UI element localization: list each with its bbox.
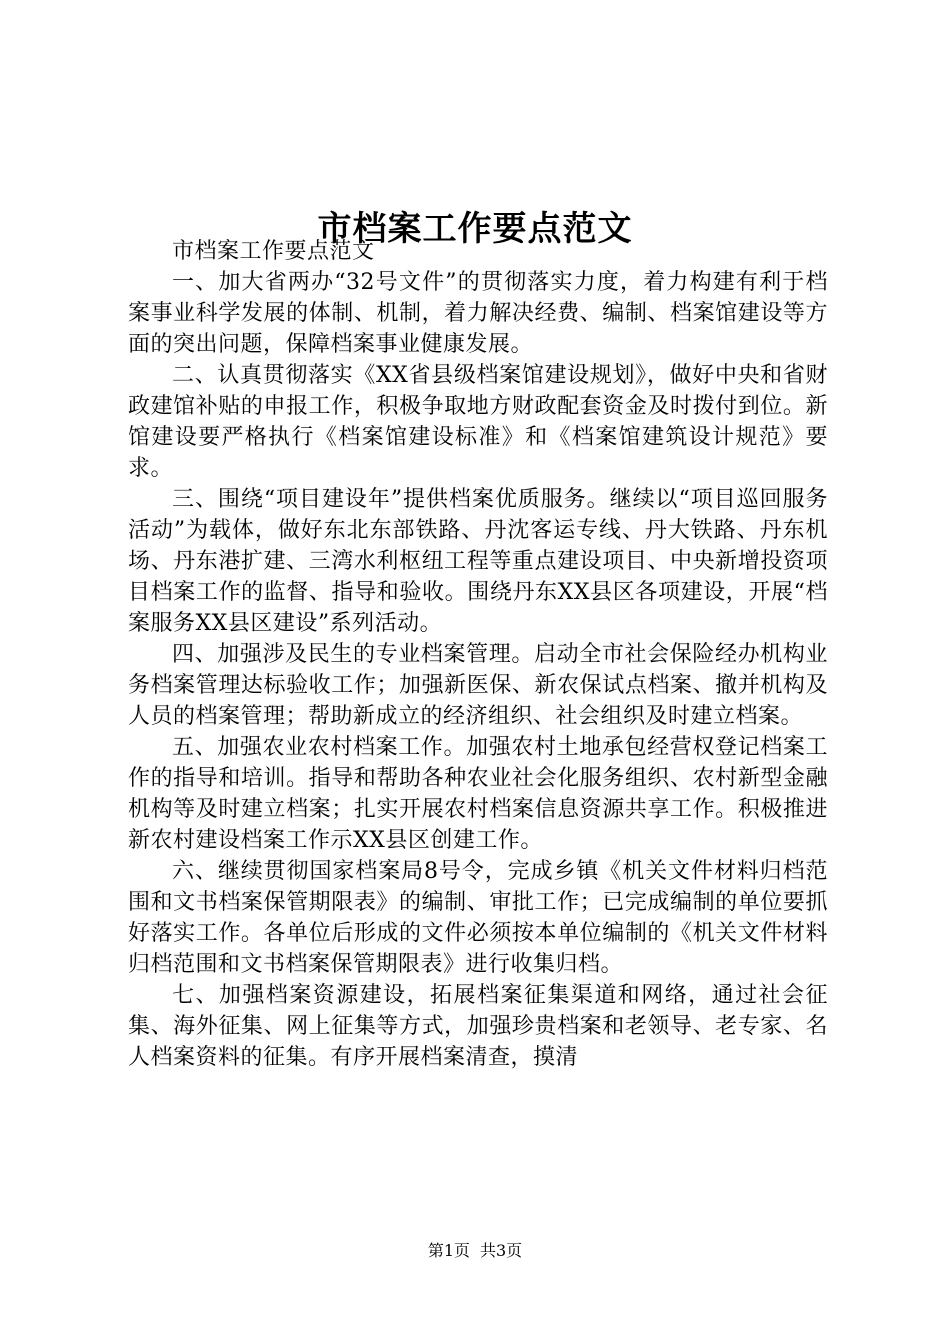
page-number: 第1页 (427, 1241, 470, 1260)
paragraph-5: 五、加强农业农村档案工作。加强农村土地承包经营权登记档案工作的指导和培训。指导和帮助各种农业社会化服务组织、农村新型金融机构等及时建立档案；扎实开展农村档案信息资源共享工作。积极推进新农村建设档案工作示XX县区创建工作。 (128, 735, 828, 853)
page-footer (0, 1240, 950, 1262)
paragraph-7: 七、加强档案资源建设，拓展档案征集渠道和网络，通过社会征集、海外征集、网上征集等方式，加强珍贵档案和老领导、老专家、名人档案资料的征集。有序开展档案清查，摸清 (128, 983, 828, 1070)
paragraph-2: 二、认真贯彻落实《XX省县级档案馆建设规划》，做好中央和省财政建馆补贴的申报工作，积极争取地方财政配套资金及时拨付到位。新馆建设要严格执行《档案馆建设标准》和《档案馆建筑设计规范》要求。 (128, 363, 828, 481)
page-total: 共3页 (480, 1241, 523, 1260)
paragraph-6: 六、继续贯彻国家档案局8号令，完成乡镇《机关文件材料归档范围和文书档案保管期限表》的编制、审批工作；已完成编制的单位要抓好落实工作。各单位后形成的文件必须按本单位编制的《机关文件材料归档范围和文书档案保管期限表》进行收集归档。 (128, 859, 828, 977)
paragraph-3: 三、围绕“项目建设年”提供档案优质服务。继续以“项目巡回服务活动”为载体，做好东北东部铁路、丹沈客运专线、丹大铁路、丹东机场、丹东港扩建、三湾水利枢纽工程等重点建设项目、中央新增投资项目档案工作的监督、指导和验收。围绕丹东XX县区各项建设，开展“档案服务XX县区建设”系列活动。 (128, 487, 828, 636)
paragraph-1: 一、加大省两办“32号文件”的贯彻落实力度，着力构建有利于档案事业科学发展的体制、机制，着力解决经费、编制、档案馆建设等方面的突出问题，保障档案事业健康发展。 (128, 270, 828, 357)
document-body (128, 236, 828, 1073)
paragraph-4: 四、加强涉及民生的专业档案管理。启动全市社会保险经办机构业务档案管理达标验收工作；加强新医保、新农保试点档案、撤并机构及人员的档案管理；帮助新成立的经济组织、社会组织及时建立档案。 (128, 642, 828, 729)
document-title: 市档案工作要点范文 (317, 208, 633, 249)
document-subtitle: 市档案工作要点范文 (172, 239, 375, 264)
